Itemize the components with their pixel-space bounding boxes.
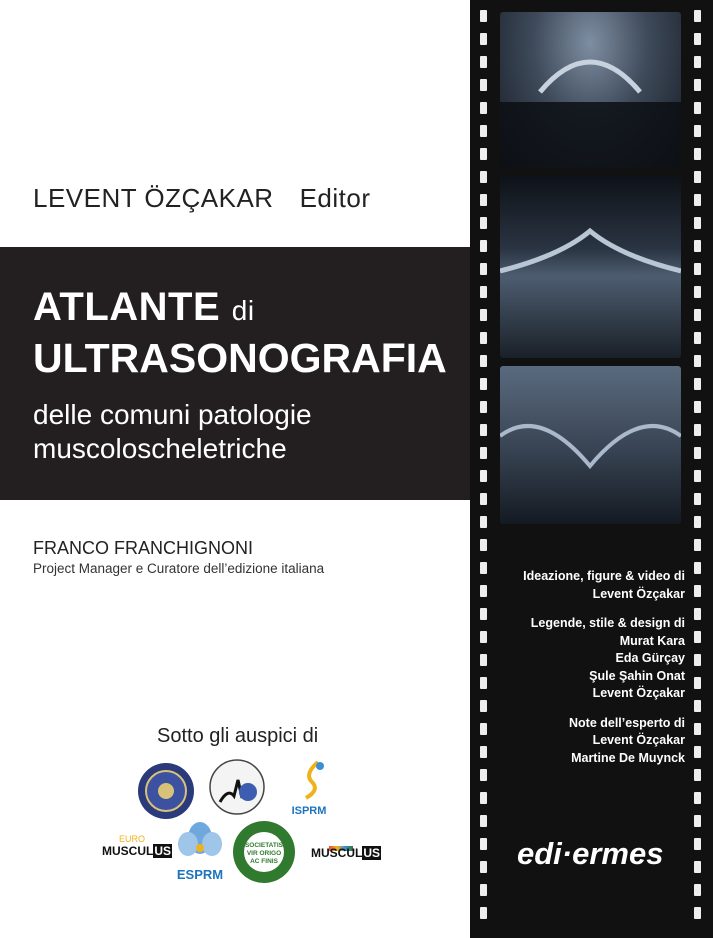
film-sprocket-hole <box>480 102 487 114</box>
film-sprocket-hole <box>480 447 487 459</box>
ultrasound-frame-3 <box>500 366 681 524</box>
film-sprocket-hole <box>480 217 487 229</box>
isprm-logo: ISPRM <box>284 760 334 818</box>
film-sprocket-hole <box>480 10 487 22</box>
credit-line: Levent Özçakar <box>592 733 685 747</box>
credit-line: Murat Kara <box>619 633 685 648</box>
film-sprocket-hole <box>694 861 701 873</box>
film-sprocket-hole <box>480 424 487 436</box>
film-sprocket-hole <box>694 631 701 643</box>
film-sprocket-hole <box>480 723 487 735</box>
film-sprocket-hole <box>480 171 487 183</box>
film-sprocket-hole <box>480 631 487 643</box>
film-sprocket-hole <box>480 838 487 850</box>
film-sprocket-hole <box>694 125 701 137</box>
film-sprocket-hole <box>480 516 487 528</box>
svg-text:SOCIETATIS: SOCIETATIS <box>244 842 284 849</box>
film-sprocket-hole <box>694 907 701 919</box>
film-sprocket-hole <box>694 10 701 22</box>
film-sprocket-hole <box>694 677 701 689</box>
film-sprocket-hole <box>694 539 701 551</box>
film-sprocket-hole <box>480 378 487 390</box>
editor-line <box>33 183 371 214</box>
film-sprocket-hole <box>480 33 487 45</box>
film-sprocket-hole <box>480 240 487 252</box>
editor-role: Editor <box>299 183 371 213</box>
subtitle <box>33 398 463 466</box>
euro-musculus-logo: EURO MUSCULUS <box>102 834 171 858</box>
film-sprocket-hole <box>694 470 701 482</box>
film-sprocket-hole <box>694 79 701 91</box>
film-sprocket-hole <box>480 700 487 712</box>
film-sprocket-hole <box>480 585 487 597</box>
film-sprocket-hole <box>480 56 487 68</box>
title-atlante: ATLANTE <box>33 285 221 329</box>
world-musculus-logo: MUSCULUS <box>311 846 380 860</box>
film-strip <box>470 0 713 938</box>
film-sprocket-hole <box>480 493 487 505</box>
credit-line: Martine De Muynck <box>571 750 685 765</box>
manager-name: FRANCO FRANCHIGNONI <box>33 538 253 558</box>
svg-text:AC FINIS: AC FINIS <box>250 858 278 865</box>
film-sprocket-hole <box>694 148 701 160</box>
film-sprocket-hole <box>694 401 701 413</box>
manager-role: Project Manager e Curatore dell’edizione italiana <box>33 561 325 576</box>
film-sprocket-hole <box>480 286 487 298</box>
film-sprocket-hole <box>694 194 701 206</box>
film-sprocket-hole <box>694 355 701 367</box>
editor-name: LEVENT ÖZÇAKAR <box>33 183 274 213</box>
film-sprocket-hole <box>694 309 701 321</box>
film-sprocket-hole <box>480 769 487 781</box>
auspices-label: Sotto gli auspici di <box>157 725 319 747</box>
title-line1 <box>33 285 255 330</box>
film-sprocket-hole <box>694 56 701 68</box>
credit-line: Eda Gürçay <box>615 651 685 665</box>
film-sprocket-hole <box>694 884 701 896</box>
credit-line: Legende, stile & design di <box>530 616 685 630</box>
societatis-seal-logo <box>232 820 296 884</box>
film-sprocket-hole <box>480 194 487 206</box>
publisher-logo: edi·ermes <box>517 836 664 871</box>
film-sprocket-hole <box>694 493 701 505</box>
film-sprocket-hole <box>694 700 701 712</box>
film-sprocket-hole <box>480 861 487 873</box>
film-sprocket-hole <box>480 401 487 413</box>
ultrasound-frame-1 <box>500 12 681 168</box>
film-sprocket-hole <box>480 539 487 551</box>
subtitle-line1: delle comuni patologie <box>33 399 312 430</box>
film-sprocket-hole <box>480 309 487 321</box>
film-sprocket-hole <box>480 792 487 804</box>
film-sprocket-hole <box>694 240 701 252</box>
film-sprocket-hole <box>694 33 701 45</box>
film-sprocket-hole <box>694 585 701 597</box>
credit-line: Levent Özçakar <box>592 586 685 601</box>
film-sprocket-hole <box>480 79 487 91</box>
film-sprocket-hole <box>480 907 487 919</box>
film-sprocket-hole <box>694 723 701 735</box>
credit-line: Levent Özçakar <box>592 686 685 700</box>
film-sprocket-hole <box>694 263 701 275</box>
film-sprocket-hole <box>694 378 701 390</box>
film-sprocket-hole <box>694 746 701 758</box>
film-sprocket-hole <box>694 332 701 344</box>
credit-line: Ideazione, figure & video di <box>523 569 685 583</box>
subtitle-line2: muscoloscheletriche <box>33 433 287 464</box>
film-sprocket-hole <box>694 608 701 620</box>
film-sprocket-hole <box>694 171 701 183</box>
film-sprocket-hole <box>694 102 701 114</box>
film-sprocket-hole <box>694 516 701 528</box>
film-sprocket-hole <box>694 792 701 804</box>
film-sprocket-hole <box>694 838 701 850</box>
title-di: di <box>231 295 255 326</box>
film-sprocket-hole <box>480 815 487 827</box>
title-line2: ULTRASONOGRAFIA <box>33 335 447 381</box>
film-sprocket-hole <box>480 608 487 620</box>
film-sprocket-hole <box>694 769 701 781</box>
film-sprocket-hole <box>694 815 701 827</box>
film-sprocket-hole <box>480 263 487 275</box>
film-sprocket-hole <box>480 148 487 160</box>
svg-text:VIR ORIGO: VIR ORIGO <box>246 850 282 857</box>
film-sprocket-hole <box>694 424 701 436</box>
film-sprocket-hole <box>694 286 701 298</box>
film-sprocket-hole <box>694 447 701 459</box>
esprm-logo: ESPRM <box>170 820 230 880</box>
ultrasound-frame-2 <box>500 176 681 358</box>
film-sprocket-hole <box>480 355 487 367</box>
credit-line: Şule Şahin Onat <box>589 668 685 683</box>
film-sprocket-hole <box>694 654 701 666</box>
film-sprocket-hole <box>480 125 487 137</box>
film-sprocket-hole <box>480 654 487 666</box>
film-sprocket-hole <box>480 746 487 758</box>
film-sprocket-hole <box>480 332 487 344</box>
round-seal-logo <box>137 762 195 820</box>
film-sprocket-hole <box>480 884 487 896</box>
film-sprocket-hole <box>480 562 487 574</box>
film-sprocket-hole <box>694 217 701 229</box>
credit-line: Note dell’esperto di <box>569 715 685 730</box>
physical-rehab-logo <box>208 758 266 816</box>
credits <box>523 568 685 767</box>
film-sprocket-hole <box>694 562 701 574</box>
film-sprocket-hole <box>480 470 487 482</box>
film-sprocket-hole <box>480 677 487 689</box>
